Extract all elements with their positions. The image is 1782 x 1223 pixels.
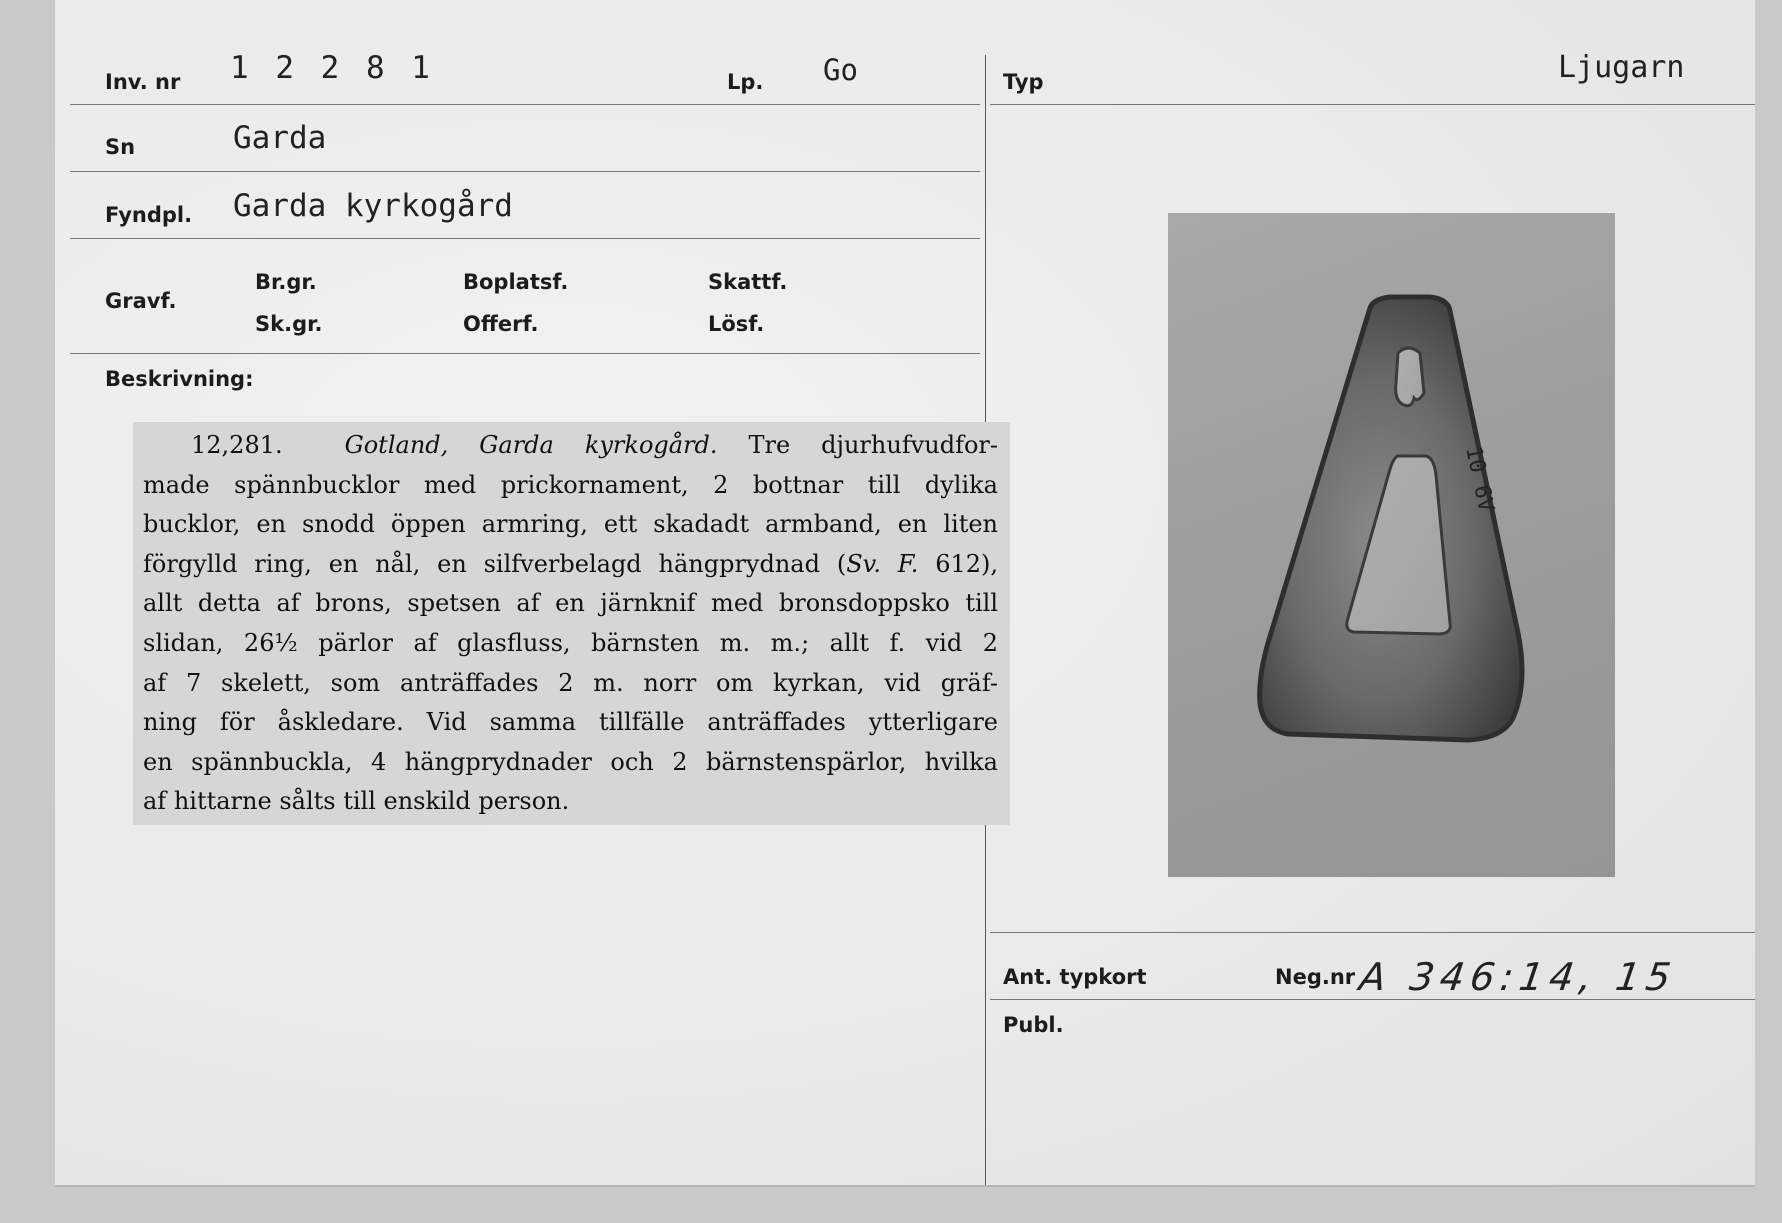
skgr-label: Sk.gr. [255, 312, 323, 336]
rule-fyndpl [70, 238, 980, 239]
negnr-value: A 346:14, 15 [1356, 955, 1680, 999]
rule-inv [70, 104, 980, 105]
gravf-label: Gravf. [105, 289, 177, 313]
losf-label: Lösf. [708, 312, 765, 336]
rule-ant [990, 932, 1755, 933]
rule-sn [70, 171, 980, 172]
description-line: af 7 skelett, som anträffades 2 m. norr om kyrkan, vid gräf- [143, 668, 998, 697]
description-line: allt detta af brons, spetsen af en järnknif med bronsdoppsko till [143, 589, 998, 618]
lp-label: Lp. [727, 70, 764, 94]
catalog-card [55, 0, 1755, 1185]
inv-nr-label: Inv. nr [105, 70, 181, 94]
boplatsf-label: Boplatsf. [463, 270, 569, 294]
description-line: en spännbuckla, 4 hängprydnader och 2 bärnstenspärlor, hvilka [143, 747, 998, 776]
typ-value: Ljugarn [1558, 50, 1685, 85]
negnr-label: Neg.nr [1275, 965, 1356, 989]
offerf-label: Offerf. [463, 312, 539, 336]
typ-label: Typ [1003, 70, 1044, 94]
fyndpl-value: Garda kyrkogård [233, 188, 513, 224]
description-line: 12,281. Gotland, Garda kyrkogård. Tre djurhufvudfor- [191, 431, 998, 459]
description-clipping [133, 422, 1010, 825]
rule-typ [990, 104, 1755, 105]
publ-label: Publ. [1003, 1013, 1064, 1037]
inv-nr-value: 1 2 2 8 1 [230, 50, 434, 86]
beskrivning-label: Beskrivning: [105, 367, 254, 391]
buckle-image [1168, 213, 1615, 877]
brgr-label: Br.gr. [255, 270, 317, 294]
buckle-upper-slot [1396, 348, 1424, 406]
fyndpl-label: Fyndpl. [105, 203, 193, 227]
skattf-label: Skattf. [708, 270, 788, 294]
description-line: made spännbucklor med prickornament, 2 bottnar till dylika [143, 470, 998, 499]
sn-value: Garda [233, 120, 327, 156]
description-text [143, 426, 998, 822]
rule-gravf [70, 353, 980, 354]
sn-label: Sn [105, 135, 136, 159]
object-photo [1168, 213, 1615, 877]
description-line: af hittarne sålts till enskild person. [143, 787, 570, 816]
description-line: slidan, 26½ pärlor af glasfluss, bärnsten m. m.; allt f. vid 2 [143, 628, 998, 657]
rule-neg [990, 999, 1755, 1000]
description-line: förgylld ring, en nål, en silfverbelagd hängprydnad (Sv. F. 612), [143, 549, 999, 578]
lp-value: Go [823, 53, 858, 87]
description-line: bucklor, en snodd öppen armring, ett skadadt armband, en liten [143, 510, 998, 539]
ink-mark: 10 6V [1460, 444, 1499, 515]
ant-typkort-label: Ant. typkort [1003, 965, 1147, 989]
description-line: ning för åskledare. Vid samma tillfälle anträffades ytterligare [143, 708, 998, 737]
